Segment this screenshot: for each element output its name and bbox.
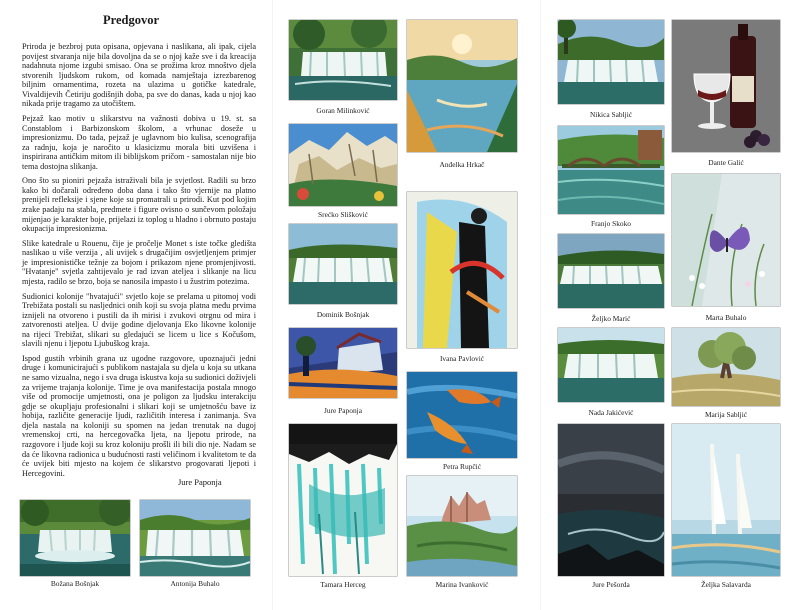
- waterfall-painting: [289, 224, 397, 304]
- caption-marta-buhalo: Marta Buhalo: [705, 313, 747, 322]
- butterfly-painting: [672, 174, 780, 306]
- caption-bozana-bosnjak: Božana Bošnjak: [50, 579, 100, 588]
- caption-marina-ivankovic: Marina Ivanković: [435, 580, 489, 589]
- wine-still-life-painting: [672, 20, 780, 152]
- painting-ivana-pavlovic: [407, 192, 517, 348]
- painting-franjo-skoko: [558, 126, 664, 214]
- painting-goran-milinkovic: [289, 20, 397, 100]
- preface-paragraph: Priroda je bezbroj puta opisana, opjevana i naslikana, ali ipak, cijela povijest stvaranja nije bila dovoljna da se o njoj kaže sve i da kreacija nadahnuta njome izgubi smisao. Ona se prožima kroz mnoštvo djela stvorenih ljudskom rukom, od komada namještaja izrezbarenog biljnim ornamentima, rozeta na ulazima u gotičke katedrale, Vivaldijevih Četiriju godišnjih doba, pa sve do danas, kada u njoj kao nikada prije tragamo za utočištem.: [22, 42, 256, 109]
- preface-paragraph: Pejzaž kao motiv u slikarstvu na važnosti dobiva u 19. st. sa Constablom i Barbizonskom školom, a vrhunac doseže u impresionizmu. Do tada, pejzaž je uglavnom bio kulisa, scenografija za radnju, koja je naročito u klasicizmu morala biti uzvišena i inspirirana antičkim mitom ili biblijskom pričom - samostalan nije bio tema dostojna slikanja.: [22, 113, 256, 171]
- waterfall-painting: [20, 500, 130, 576]
- river-landscape-painting: [407, 20, 517, 152]
- preface-paragraph: Ispod gustih vrbinih grana uz ugodne razgovore, upoznajući jedni druge i komunicirajući s publikom nastajala su djela u koja su utkana ne samo vizualna, nego i sva druga iskustva koja su sudionici doživjeli za vrijeme trajanja kolonije. Time je ova manifestacija postala mnogo više od promocije umjetnosti, ona je poligon za ljudsku interakciju gdje se okupljaju profesionalni i slikari koji se umjetnošću bave iz hobija, različite generacije ljudi, različitih interesa i zanimanja. Sva djela nastala na koloniji su spomen na jedan trenutak na dugoj vremenskoj crti, na hercegovačka ljeta, na ljepotu prirode, na razgovore i ljude koji su kroz koloniju prošli ili bili dio nje. Nadam se da će likovna radionica u budućnosti rasti veličinom i kvalitetom te da će uvijek biti mjesto na kojem će slikarstvo progovarati ljepoti i Hercegovini.: [22, 353, 256, 478]
- caption-tamara-herceg: Tamara Herceg: [320, 580, 366, 589]
- caption-andelka-hrkac: Anđelka Hrkač: [439, 160, 485, 169]
- preface-paragraph: Slike katedrale u Rouenu, čije je pročelje Monet s iste točke gledišta naslikao u više verzija , ali uvijek s drugačijim osvjetljenjem primjer je impresionističke težnje za bojom i prikazom njene promjenjivosti. "Hvatanje" svjetla zahtijevalo je rad izvan ateljea i slikanje na licu mjesta, radilo se brzo, boja se nanosila impasto i u žustrim potezima.: [22, 238, 256, 286]
- caption-zeljko-maric: Željko Marić: [591, 314, 631, 323]
- sailboat-painting: [672, 424, 780, 576]
- painting-andelka-hrkac: [407, 20, 517, 152]
- gallery-page-1: [274, 0, 538, 610]
- preface-paragraph: Sudionici kolonije "hvatajući" svjetlo koje se prelama u pitomoj vodi Trebižata postali su nasljednici onih koji su svoja platna među prvima iznijeli na otvoreno i pustili da ih mirisi i zvukovi otrgnu od mira i zatvorenosti ateljea. U dvije godine djelovanja Eko likovne kolonije na rijeci Trebižat, slikari su gledajući se licem u lice s Kočušom, slavili njenu i ljepotu Ljubuškog kraja.: [22, 291, 256, 349]
- painting-zeljka-salavarda: [672, 424, 780, 576]
- caption-jure-pesorda: Jure Pešorda: [592, 580, 630, 589]
- painting-nikica-sabljic: [558, 20, 664, 104]
- caption-petra-rupcic: Petra Rupčić: [443, 462, 481, 471]
- waterfall-painting: [140, 500, 250, 576]
- building-landscape-painting: [289, 328, 397, 398]
- painting-dominik-bosnjak: [289, 224, 397, 304]
- rocky-landscape-painting: [289, 124, 397, 206]
- painting-nada-jakicevic: [558, 328, 664, 402]
- olive-tree-painting: [672, 328, 780, 406]
- stormy-sea-painting: [558, 424, 664, 576]
- painting-marija-sabljic: [672, 328, 780, 406]
- abstract-drip-painting: [289, 424, 397, 576]
- preface-paragraph: Ono što su pioniri pejzaža istraživali bila je svjetlost. Radili su brzo kako bi dočarali određeno doba dana i tako što vjernije na platno prenijeli refleksije i sjene koje su promatrali u prirodi. Kut pod kojim zrake padaju na stabla, predmete i figure ovisno o sunčevom položaju mijenjao je karakter boje, prijelazi iz toplog u hladno i obrnuto postaju okupacija impresionizma.: [22, 176, 256, 234]
- page-title: Predgovor: [102, 13, 159, 27]
- painting-srecko-sliskovic: [289, 124, 397, 206]
- preface-page: [0, 0, 270, 610]
- page-divider: [540, 0, 541, 610]
- painting-petra-rupcic: [407, 372, 517, 458]
- waterfall-painting: [558, 20, 664, 104]
- koi-fish-painting: [407, 372, 517, 458]
- abstract-figure-painting: [407, 192, 517, 348]
- painting-jure-pesorda: [558, 424, 664, 576]
- waterfall-painting: [558, 234, 664, 308]
- caption-franjo-skoko: Franjo Skoko: [590, 219, 632, 228]
- painting-dante-galic: [672, 20, 780, 152]
- bridge-landscape-painting: [558, 126, 664, 214]
- caption-zeljka-salavarda: Željka Salavarda: [701, 580, 751, 589]
- preface-body: [22, 42, 256, 483]
- painting-antonija-buhalo: [140, 500, 250, 576]
- waterfall-painting: [558, 328, 664, 402]
- waterfall-painting: [289, 20, 397, 100]
- painting-jure-paponja: [289, 328, 397, 398]
- painting-zeljko-maric: [558, 234, 664, 308]
- caption-srecko-sliskovic: Srećko Slišković: [318, 210, 368, 219]
- caption-goran-milinkovic: Goran Milinković: [316, 106, 370, 115]
- caption-nikica-sabljic: Nikica Sabljić: [589, 110, 633, 119]
- painting-marina-ivankovic: [407, 476, 517, 576]
- painting-marta-buhalo: [672, 174, 780, 306]
- caption-dante-galic: Dante Galić: [708, 158, 744, 167]
- caption-dominik-bosnjak: Dominik Bošnjak: [316, 310, 370, 319]
- gallery-page-2: [542, 0, 800, 610]
- caption-marija-sabljic: Marija Sabljić: [704, 410, 748, 419]
- fortress-painting: [407, 476, 517, 576]
- caption-jure-paponja: Jure Paponja: [324, 406, 362, 415]
- page-divider: [272, 0, 273, 610]
- caption-antonija-buhalo: Antonija Buhalo: [170, 579, 220, 588]
- signature: Jure Paponja: [178, 477, 222, 487]
- caption-ivana-pavlovic: Ivana Pavlović: [439, 354, 485, 363]
- painting-tamara-herceg: [289, 424, 397, 576]
- caption-nada-jakicevic: Nada Jakićević: [588, 408, 634, 417]
- painting-bozana-bosnjak: [20, 500, 130, 576]
